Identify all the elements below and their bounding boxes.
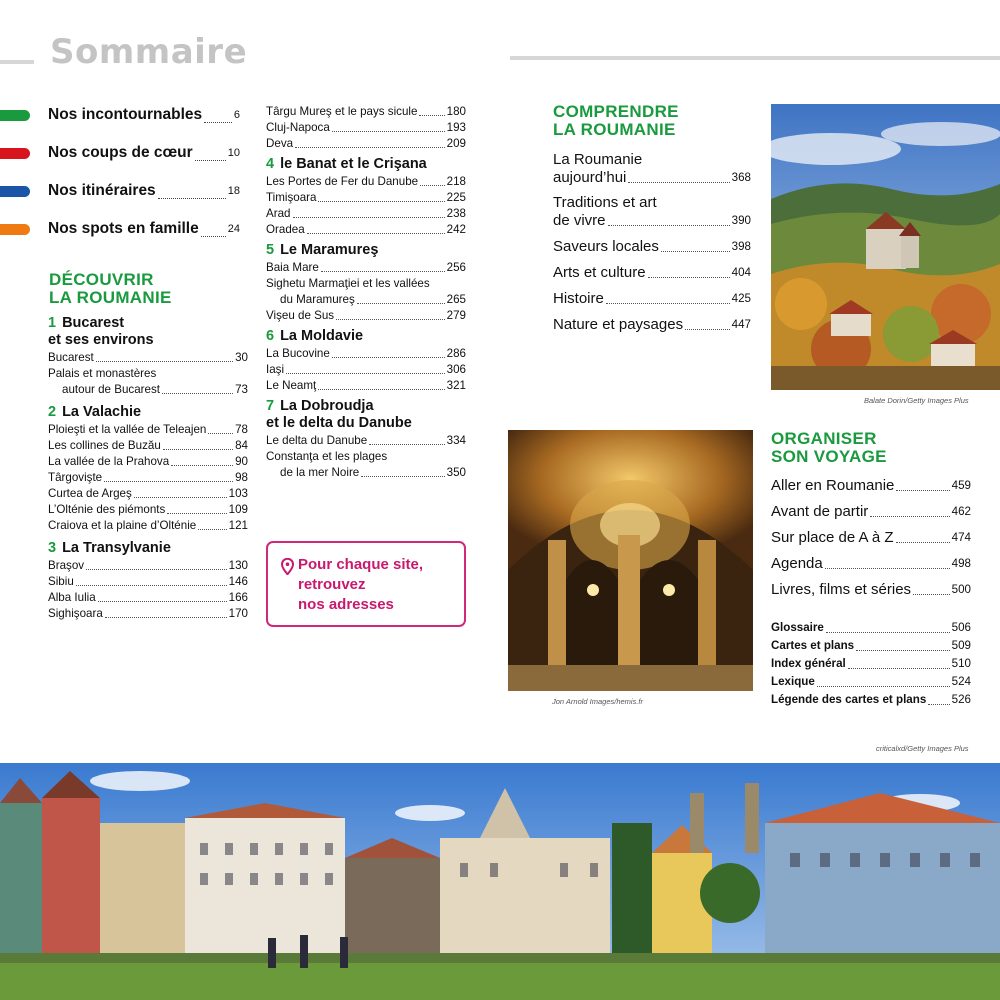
leader-dots [856,650,950,651]
toc-entry[interactable] [266,174,466,190]
toc-entry[interactable] [48,438,248,454]
toc-entry-label: L’Olténie des piémonts [48,503,166,516]
leader-dots [661,251,730,252]
toc-entry-page: 238 [446,207,466,220]
leader-dots [896,542,950,543]
chapter-heading [266,242,466,259]
toc-entry-page: 474 [951,531,971,544]
toc-entry-label: Sur place de A à Z [771,529,894,546]
toc-entry-page: 103 [228,487,248,500]
leader-dots [96,361,233,362]
toc-entry-page: 404 [731,266,751,279]
leader-dots [86,569,227,570]
toc-entry-label: Alba Iulia [48,591,96,604]
toc-entry-page: 193 [446,121,466,134]
toc-entry[interactable] [48,558,248,574]
toc-entry-label-line1: Constanţa et les plages [266,450,388,463]
leader-dots [198,529,226,530]
toc-entry-label: Index général [771,657,846,670]
toc-entry-page: 334 [446,434,466,447]
toc-entry-page: 510 [951,657,971,670]
toc-block [553,151,751,187]
highlight-page: 6 [233,109,240,121]
chapter-heading [48,404,248,421]
toc-entry-page: 84 [235,439,248,452]
leader-dots [167,513,226,514]
leader-dots [606,303,730,304]
toc-entry-label: La Bucovine [266,347,330,360]
location-pin-icon [281,558,294,575]
color-tab-icon [0,224,30,235]
toc-entry-label: Aller en Roumanie [771,477,895,494]
toc-entry-label: Cartes et plans [771,639,855,652]
callout-line1: Pour chaque site, [298,556,424,573]
toc-entry-label: Baia Mare [266,261,319,274]
toc-entry-label: Les collines de Buzău [48,439,161,452]
toc-entry[interactable] [553,289,751,308]
toc-entry[interactable] [48,502,248,518]
toc-entry-label: Le delta du Danube [266,434,368,447]
toc-entry-page: 180 [446,105,466,118]
leader-dots [369,444,444,445]
toc-entry-label: de la mer Noire [280,466,360,479]
leader-dots [420,185,445,186]
leader-dots [318,201,444,202]
chapter-heading [266,398,466,415]
leader-dots [332,357,445,358]
toc-entry-page: 350 [446,466,466,479]
toc-entry-label: Deva [266,137,294,150]
toc-entry[interactable] [48,382,248,398]
toc-entry[interactable] [48,590,248,606]
leader-dots [817,686,950,687]
leader-dots [928,704,949,705]
toc-entry[interactable] [266,292,466,308]
leader-dots [286,373,445,374]
chapter-title: La Transylvanie [62,540,171,556]
toc-entry[interactable] [48,454,248,470]
chapters-toc [266,104,466,481]
highlight-label: Nos coups de cœur [48,144,193,161]
toc-entry[interactable] [48,486,248,502]
toc-entry-label: Timişoara [266,191,317,204]
toc-entry-page: 368 [731,171,751,184]
leader-dots [336,319,445,320]
annex-entry[interactable] [771,691,971,709]
highlight-page: 18 [227,185,240,197]
toc-entry-label: Avant de partir [771,503,869,520]
leader-dots [913,594,950,595]
toc-entry[interactable] [553,315,751,334]
chapter-title-line2: et le delta du Danube [266,415,412,431]
toc-entry[interactable] [553,168,751,187]
annex-entry[interactable] [771,673,971,691]
toc-entry-label: Lexique [771,675,815,688]
highlight-4[interactable] [0,217,240,241]
toc-entry-label: Târgovişte [48,471,103,484]
chapter-number: 5 [266,242,275,258]
leader-dots [158,198,226,199]
highlight-label: Nos itinéraires [48,182,156,199]
toc-entry[interactable] [266,190,466,206]
highlight-2[interactable] [0,141,240,165]
leader-dots [361,476,444,477]
leader-dots [848,668,950,669]
toc-entry-label: Légende des cartes et plans [771,693,927,706]
leader-dots [98,601,227,602]
toc-entry-page: 225 [446,191,466,204]
chapter-title: La Valachie [62,404,142,420]
leader-dots [608,225,730,226]
leader-dots [648,277,730,278]
highlight-label: Nos incontournables [48,106,203,123]
leader-dots [419,115,444,116]
toc-entry[interactable] [48,574,248,590]
highlight-3[interactable] [0,179,240,203]
toc-block [553,194,751,230]
leader-dots [104,481,233,482]
color-tab-icon [0,148,30,159]
toc-entry-page: 398 [731,240,751,253]
chapter-title: La Dobroudja [280,398,374,414]
toc-block [553,237,751,256]
toc-entry-label-line1: Palais et monastères [48,367,157,380]
toc-entry-label: Curtea de Argeş [48,487,132,500]
toc-entry-label: Vişeu de Sus [266,309,335,322]
bran-castle-photo [771,104,1000,390]
leader-dots [628,182,729,183]
toc-entry[interactable] [266,136,466,152]
toc-entry-page: 509 [951,639,971,652]
toc-entry-label: autour de Bucarest [62,383,160,396]
toc-entry-page: 500 [951,583,971,596]
toc-entry-page: 73 [235,383,248,396]
chapter-title-line2: et ses environs [48,332,154,348]
toc-entry-label-line1: Traditions et art [553,194,657,211]
toc-entry[interactable] [266,465,466,481]
leader-dots [134,497,227,498]
toc-entry-label: de vivre [553,212,606,229]
toc-entry[interactable] [771,554,971,573]
comprendre-toc [553,151,751,341]
annex-entry[interactable] [771,655,971,673]
leader-dots [171,465,233,466]
chapter-heading [48,315,248,332]
highlight-1[interactable] [0,103,240,127]
toc-entry-label: Le Neamţ [266,379,317,392]
toc-entry-page: 170 [228,607,248,620]
toc-entry-page: 459 [951,479,971,492]
toc-entry-label: Histoire [553,290,604,307]
chapter-title: le Banat et le Crişana [280,156,427,172]
leader-dots [826,632,950,633]
leader-dots [295,147,445,148]
chapter-number: 1 [48,315,57,331]
toc-entry[interactable] [266,378,466,394]
chapter-title: Le Maramureş [280,242,379,258]
leader-dots [105,617,227,618]
toc-entry-page: 306 [446,363,466,376]
page-title: Sommaire [50,32,248,72]
toc-entry-label-line1: Sighetu Marmaţiei et les vallées [266,277,430,290]
chapter-number: 3 [48,540,57,556]
toc-entry-page: 265 [446,293,466,306]
toc-entry-page: 524 [951,675,971,688]
toc-entry-page: 425 [731,292,751,305]
toc-block [553,289,751,308]
toc-entry-label: Saveurs locales [553,238,659,255]
toc-entry-label: Cluj-Napoca [266,121,330,134]
toc-entry[interactable] [266,206,466,222]
toc-entry-label: Nature et paysages [553,316,684,333]
toc-entry[interactable] [266,222,466,238]
leader-dots [163,449,233,450]
toc-entry-page: 121 [228,519,248,532]
chapter-number: 7 [266,398,275,414]
toc-entry[interactable] [266,260,466,276]
toc-entry-label: Arad [266,207,291,220]
chapter-title: Bucarest [62,315,125,331]
annex-entry[interactable] [771,637,971,655]
toc-entry-label: Glossaire [771,621,824,634]
color-tab-icon [0,110,30,121]
toc-entry[interactable] [48,422,248,438]
annex-toc [771,619,971,709]
toc-entry-page: 78 [235,423,248,436]
chapter-heading [48,540,248,557]
highlight-page: 10 [227,147,240,159]
toc-entry[interactable] [771,476,971,495]
toc-entry-label: Sighişoara [48,607,103,620]
toc-entry-page: 447 [731,318,751,331]
toc-entry-page: 209 [446,137,466,150]
chapter-heading [266,328,466,345]
title-rule-left [0,60,34,64]
leader-dots [307,233,445,234]
title-rule-right [510,56,1000,60]
toc-entry[interactable] [553,211,751,230]
toc-entry-page: 506 [951,621,971,634]
addresses-callout [266,541,466,627]
leader-dots [332,131,445,132]
toc-entry-page: 98 [235,471,248,484]
toc-entry[interactable] [553,263,751,282]
toc-entry[interactable] [553,237,751,256]
square-photo-credit: criticalxd/Getty Images Plus [876,744,969,753]
toc-entry[interactable] [48,470,248,486]
chapter-heading [266,156,466,173]
toc-entry-page: 109 [228,503,248,516]
toc-entry-page: 166 [228,591,248,604]
toc-entry[interactable] [266,120,466,136]
toc-entry-label: Arts et culture [553,264,646,281]
toc-entry-page: 218 [446,175,466,188]
toc-entry-label: Sibiu [48,575,74,588]
toc-entry[interactable] [266,362,466,378]
timisoara-square-photo [0,763,1000,1000]
toc-entry-label-line1: La Roumanie [553,151,643,168]
palace-interior-photo [508,430,753,691]
leader-dots [685,329,730,330]
decouvrir-toc [48,315,248,622]
toc-entry[interactable] [48,518,248,534]
chapter-number: 2 [48,404,57,420]
toc-entry-page: 279 [446,309,466,322]
leader-dots [208,433,233,434]
toc-entry-label: Les Portes de Fer du Danube [266,175,419,188]
chapter-number: 6 [266,328,275,344]
leader-dots [195,160,226,161]
toc-entry-page: 498 [951,557,971,570]
chapter-title: La Moldavie [280,328,364,344]
highlight-page: 24 [227,223,240,235]
leader-dots [162,393,233,394]
interior-photo-credit: Jon Arnold Images/hemis.fr [552,697,644,706]
leader-dots [825,568,950,569]
toc-entry[interactable] [771,528,971,547]
toc-entry-page: 256 [446,261,466,274]
toc-entry[interactable] [771,580,971,599]
toc-entry[interactable] [771,502,971,521]
annex-entry[interactable] [771,619,971,637]
toc-entry[interactable] [266,346,466,362]
leader-dots [870,516,949,517]
toc-entry[interactable] [266,104,466,120]
toc-entry-page: 146 [228,575,248,588]
leader-dots [321,271,445,272]
leader-dots [357,303,445,304]
comprendre-heading: COMPRENDRE LA ROUMANIE [553,102,679,139]
toc-entry[interactable] [266,308,466,324]
callout-line3: nos adresses [298,596,394,613]
callout-line2: retrouvez [298,576,366,593]
toc-block [553,315,751,334]
leader-dots [201,236,226,237]
toc-entry-label: Târgu Mureş et le pays sicule [266,105,418,118]
color-tab-icon [0,186,30,197]
toc-entry-label: Craiova et la plaine d’Olténie [48,519,197,532]
toc-entry-page: 390 [731,214,751,227]
toc-entry-page: 526 [951,693,971,706]
organiser-toc [771,476,971,606]
toc-entry-label: La vallée de la Prahova [48,455,170,468]
toc-block [553,263,751,282]
toc-entry-page: 286 [446,347,466,360]
toc-entry-label: Iaşi [266,363,285,376]
leader-dots [76,585,227,586]
toc-entry-label: Livres, films et séries [771,581,912,598]
toc-entry[interactable] [266,433,466,449]
toc-entry-page: 90 [235,455,248,468]
chapter-number: 4 [266,156,275,172]
organiser-heading: ORGANISER SON VOYAGE [771,429,887,466]
highlight-label: Nos spots en famille [48,220,199,237]
toc-entry-page: 130 [228,559,248,572]
toc-entry-label: Braşov [48,559,85,572]
toc-entry[interactable] [48,350,248,366]
toc-entry-label: du Maramureş [280,293,355,306]
toc-entry-label: aujourd’hui [553,169,627,186]
decouvrir-heading: DÉCOUVRIR LA ROUMANIE [49,270,172,307]
castle-photo-credit: Balate Dorin/Getty Images Plus [864,396,969,405]
toc-entry[interactable] [48,606,248,622]
leader-dots [293,217,445,218]
toc-entry-label: Ploieşti et la vallée de Teleajen [48,423,207,436]
leader-dots [204,122,232,123]
toc-entry-page: 321 [446,379,466,392]
toc-entry-page: 462 [951,505,971,518]
toc-entry-label: Agenda [771,555,823,572]
toc-entry-label: Oradea [266,223,305,236]
leader-dots [318,389,444,390]
leader-dots [896,490,949,491]
toc-entry-page: 242 [446,223,466,236]
toc-entry-label: Bucarest [48,351,94,364]
toc-entry-page: 30 [235,351,248,364]
